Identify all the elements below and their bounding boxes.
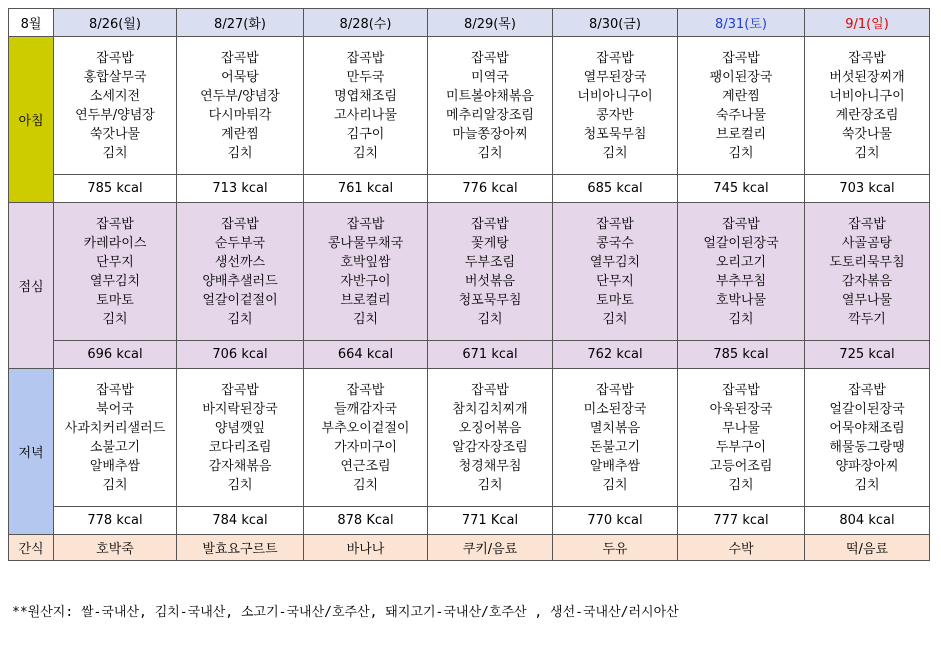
menu-item: 콩나물무채국: [327, 235, 404, 251]
menu-item: 도토리묵무침: [829, 254, 905, 270]
menu-cell: [304, 369, 428, 507]
dinner-label: 저녁: [9, 369, 54, 535]
menu-item: 연근조림: [340, 458, 391, 474]
kcal-cell: 785 kcal: [54, 175, 177, 203]
menu-item: 잡곡밥: [96, 50, 134, 66]
menu-item: 생선까스: [214, 254, 266, 270]
snack-cell: 호박죽: [54, 535, 177, 561]
menu-cell: [304, 37, 428, 175]
menu-item-list: [304, 381, 427, 495]
menu-item: 부추오이겉절이: [321, 420, 410, 436]
menu-item: 고사리나물: [334, 107, 397, 123]
menu-item: 김치: [352, 311, 379, 327]
menu-item: 소불고기: [89, 439, 141, 455]
menu-item: 북어국: [96, 401, 134, 417]
menu-item: 아욱된장국: [709, 401, 773, 417]
menu-item: 잡곡밥: [848, 50, 886, 66]
day-header: 8/29(목): [428, 9, 553, 37]
menu-item: 쑥갓나물: [89, 126, 141, 142]
lunch-label: 점심: [9, 203, 54, 369]
menu-cell: [177, 37, 304, 175]
menu-item: 잡곡밥: [471, 216, 509, 232]
kcal-cell: 671 kcal: [428, 341, 553, 369]
kcal-cell: 725 kcal: [805, 341, 930, 369]
snack-cell: 두유: [553, 535, 678, 561]
menu-item-list: [304, 215, 427, 329]
menu-item-list: [54, 381, 176, 495]
menu-cell: [553, 203, 678, 341]
menu-item: 열무김치: [589, 254, 641, 270]
menu-cell: [54, 369, 177, 507]
menu-item: 단무지: [96, 254, 134, 270]
menu-item: 숙주나물: [715, 107, 767, 123]
menu-item: 다시마튀각: [208, 107, 272, 123]
breakfast-label: 아침: [9, 37, 54, 203]
menu-item: 어묵야채조림: [829, 420, 905, 436]
menu-item: 사골곰탕: [841, 235, 893, 251]
menu-item: 미트볼야채볶음: [446, 88, 534, 104]
menu-item: 김치: [854, 477, 880, 493]
menu-item: 참치김치찌개: [452, 401, 528, 417]
menu-item: 김치: [602, 311, 628, 327]
menu-item: 소세지전: [89, 88, 141, 104]
menu-cell: [177, 203, 304, 341]
kcal-cell: 685 kcal: [553, 175, 678, 203]
menu-item: 순두부국: [214, 235, 266, 251]
menu-item: 미역국: [471, 69, 509, 85]
menu-item: 깍두기: [848, 311, 886, 327]
menu-cell: [678, 203, 805, 341]
menu-item-list: [428, 215, 552, 329]
menu-item: 김치: [352, 477, 379, 493]
kcal-cell: 761 kcal: [304, 175, 428, 203]
menu-cell: [553, 37, 678, 175]
menu-item: 어묵탕: [221, 69, 259, 85]
breakfast-kcal-row: [9, 175, 930, 203]
kcal-cell: 713 kcal: [177, 175, 304, 203]
menu-item: 꽃게탕: [471, 235, 509, 251]
menu-item: 연두부/양념장: [75, 107, 155, 123]
menu-cell: [805, 369, 930, 507]
menu-item: 연두부/양념장: [200, 88, 280, 104]
menu-cell: [678, 369, 805, 507]
menu-item: 얼갈이된장국: [703, 235, 779, 251]
menu-item: 메추리알장조림: [446, 107, 534, 123]
menu-item: 콩자반: [596, 107, 634, 123]
menu-item: 팽이된장국: [709, 69, 773, 85]
menu-item: 버섯볶음: [464, 273, 516, 289]
breakfast-row: [9, 37, 930, 175]
menu-item-list: [177, 49, 303, 163]
day-header: 8/30(금): [553, 9, 678, 37]
menu-item: 잡곡밥: [596, 216, 634, 232]
menu-item: 잡곡밥: [722, 216, 760, 232]
menu-item: 잡곡밥: [346, 50, 385, 66]
menu-item: 잡곡밥: [471, 50, 509, 66]
menu-item: 홍합살무국: [83, 69, 147, 85]
menu-item: 만두국: [346, 69, 385, 85]
menu-item: 자반구이: [340, 273, 391, 289]
menu-item: 계란장조림: [835, 107, 899, 123]
menu-item: 잡곡밥: [221, 216, 259, 232]
day-header-saturday: 8/31(토): [678, 9, 805, 37]
menu-item: 감자볶음: [841, 273, 893, 289]
menu-item: 얼갈이겉절이: [202, 292, 278, 308]
menu-item: 버섯된장찌개: [829, 69, 905, 85]
menu-item: 잡곡밥: [346, 216, 385, 232]
menu-item: 오리고기: [715, 254, 767, 270]
menu-item: 청경채무침: [458, 458, 522, 474]
menu-item: 잡곡밥: [848, 382, 886, 398]
menu-item: 콩국수: [596, 235, 634, 251]
kcal-cell: 778 kcal: [54, 507, 177, 535]
menu-item-list: [553, 381, 677, 495]
menu-item: 계란찜: [722, 88, 760, 104]
menu-item: 감자채볶음: [208, 458, 272, 474]
menu-item: 잡곡밥: [346, 382, 385, 398]
snack-label: 간식: [9, 535, 54, 561]
menu-item-list: [805, 49, 929, 163]
kcal-cell: 706 kcal: [177, 341, 304, 369]
menu-item: 단무지: [596, 273, 634, 289]
menu-item: 김치: [728, 311, 754, 327]
menu-item: 돈불고기: [589, 439, 641, 455]
menu-item: 호박나물: [715, 292, 767, 308]
menu-item: 김치: [477, 477, 503, 493]
menu-cell: [428, 203, 553, 341]
day-header-sunday: 9/1(일): [805, 9, 930, 37]
day-header: 8/26(월): [54, 9, 177, 37]
menu-item: 잡곡밥: [596, 50, 634, 66]
menu-item: 김구이: [346, 126, 385, 142]
menu-item-list: [428, 381, 552, 495]
menu-item: 들깨감자국: [334, 401, 397, 417]
menu-item: 김치: [102, 311, 128, 327]
menu-item: 너비아니구이: [829, 88, 905, 104]
menu-cell: [805, 37, 930, 175]
menu-item: 김치: [602, 145, 628, 161]
snack-cell: 쿠키/음료: [428, 535, 553, 561]
menu-cell: [54, 203, 177, 341]
menu-item: 고등어조림: [709, 458, 773, 474]
menu-item: 김치: [352, 145, 379, 161]
menu-item: 김치: [227, 311, 253, 327]
menu-item: 양파장아찌: [835, 458, 899, 474]
menu-item-list: [54, 215, 176, 329]
kcal-cell: 777 kcal: [678, 507, 805, 535]
menu-item: 양념깻잎: [214, 420, 266, 436]
menu-item-list: [678, 215, 804, 329]
kcal-cell: 804 kcal: [805, 507, 930, 535]
menu-item: 호박잎쌈: [340, 254, 391, 270]
menu-item: 쑥갓나물: [841, 126, 893, 142]
menu-item: 코다리조림: [208, 439, 272, 455]
menu-item: 열무나물: [841, 292, 893, 308]
month-cell: 8월: [9, 9, 54, 37]
menu-item: 김치: [477, 311, 503, 327]
menu-item: 청포묵무침: [583, 126, 647, 142]
menu-item: 알배추쌈: [589, 458, 641, 474]
kcal-cell: 878 Kcal: [304, 507, 428, 535]
dinner-row: [9, 369, 930, 507]
kcal-cell: 785 kcal: [678, 341, 805, 369]
menu-item: 두부조림: [464, 254, 516, 270]
menu-item: 미소된장국: [583, 401, 647, 417]
menu-item: 가자미구이: [334, 439, 397, 455]
origin-footnote: **원산지: 쌀-국내산, 김치-국내산, 소고기-국내산/호주산, 돼지고기-국내산/호주산 , 생선-국내산/러시아산: [12, 605, 679, 620]
menu-item: 청포묵무침: [458, 292, 522, 308]
snack-row: [9, 535, 930, 561]
menu-item: 오징어볶음: [458, 420, 522, 436]
kcal-cell: 696 kcal: [54, 341, 177, 369]
weekly-meal-table: [8, 8, 930, 561]
kcal-cell: 784 kcal: [177, 507, 304, 535]
menu-cell: [553, 369, 678, 507]
menu-item: 잡곡밥: [471, 382, 509, 398]
menu-item-list: [805, 215, 929, 329]
menu-item: 두부구이: [715, 439, 767, 455]
menu-item: 김치: [728, 145, 754, 161]
menu-cell: [805, 203, 930, 341]
menu-cell: [54, 37, 177, 175]
menu-item: 명엽채조림: [334, 88, 397, 104]
menu-item: 브로컬리: [340, 292, 391, 308]
day-header: 8/28(수): [304, 9, 428, 37]
menu-item-list: [54, 49, 176, 163]
kcal-cell: 762 kcal: [553, 341, 678, 369]
menu-item: 잡곡밥: [221, 382, 259, 398]
menu-item: 계란찜: [221, 126, 259, 142]
menu-item: 브로컬리: [715, 126, 767, 142]
snack-cell: 수박: [678, 535, 805, 561]
snack-cell: 떡/음료: [805, 535, 930, 561]
kcal-cell: 703 kcal: [805, 175, 930, 203]
menu-item: 알배추쌈: [89, 458, 141, 474]
menu-item: 김치: [102, 477, 128, 493]
kcal-cell: 770 kcal: [553, 507, 678, 535]
kcal-cell: 771 Kcal: [428, 507, 553, 535]
menu-item: 카레라이스: [83, 235, 147, 251]
menu-item-list: [304, 49, 427, 163]
menu-item: 김치: [602, 477, 628, 493]
menu-item: 멸치볶음: [589, 420, 641, 436]
menu-cell: [428, 369, 553, 507]
menu-item: 김치: [854, 145, 880, 161]
lunch-row: [9, 203, 930, 341]
menu-item: 바지락된장국: [202, 401, 278, 417]
menu-item: 마늘쫑장아찌: [452, 126, 528, 142]
menu-item: 너비아니구이: [577, 88, 653, 104]
menu-item: 김치: [227, 145, 253, 161]
header-row: [9, 9, 930, 37]
menu-item: 잡곡밥: [96, 382, 134, 398]
menu-item-list: [678, 381, 804, 495]
menu-item: 토마토: [596, 292, 634, 308]
menu-cell: [428, 37, 553, 175]
menu-item: 사과치커리샐러드: [64, 420, 166, 436]
kcal-cell: 664 kcal: [304, 341, 428, 369]
menu-item-list: [428, 49, 552, 163]
menu-item: 김치: [227, 477, 253, 493]
menu-item-list: [553, 49, 677, 163]
menu-item-list: [805, 381, 929, 495]
menu-cell: [678, 37, 805, 175]
menu-item: 김치: [728, 477, 754, 493]
menu-cell: [177, 369, 304, 507]
menu-item: 해물동그랑땡: [829, 439, 905, 455]
menu-item: 알감자장조림: [452, 439, 528, 455]
menu-item: 얼갈이된장국: [829, 401, 905, 417]
menu-item-list: [678, 49, 804, 163]
menu-item: 잡곡밥: [848, 216, 886, 232]
dinner-kcal-row: [9, 507, 930, 535]
menu-item: 잡곡밥: [722, 382, 760, 398]
menu-item: 양배추샐러드: [202, 273, 278, 289]
menu-item: 열무된장국: [583, 69, 647, 85]
menu-item: 부추무침: [715, 273, 767, 289]
menu-cell: [304, 203, 428, 341]
menu-item: 잡곡밥: [596, 382, 634, 398]
menu-item: 잡곡밥: [96, 216, 134, 232]
day-header: 8/27(화): [177, 9, 304, 37]
menu-item: 잡곡밥: [221, 50, 259, 66]
menu-item: 무나물: [722, 420, 760, 436]
menu-item: 김치: [477, 145, 503, 161]
kcal-cell: 776 kcal: [428, 175, 553, 203]
menu-item-list: [177, 215, 303, 329]
snack-cell: 발효요구르트: [177, 535, 304, 561]
menu-item-list: [177, 381, 303, 495]
menu-item: 잡곡밥: [722, 50, 760, 66]
menu-item: 토마토: [96, 292, 134, 308]
menu-item: 열무김치: [89, 273, 141, 289]
menu-item-list: [553, 215, 677, 329]
snack-cell: 바나나: [304, 535, 428, 561]
kcal-cell: 745 kcal: [678, 175, 805, 203]
menu-item: 김치: [102, 145, 128, 161]
lunch-kcal-row: [9, 341, 930, 369]
